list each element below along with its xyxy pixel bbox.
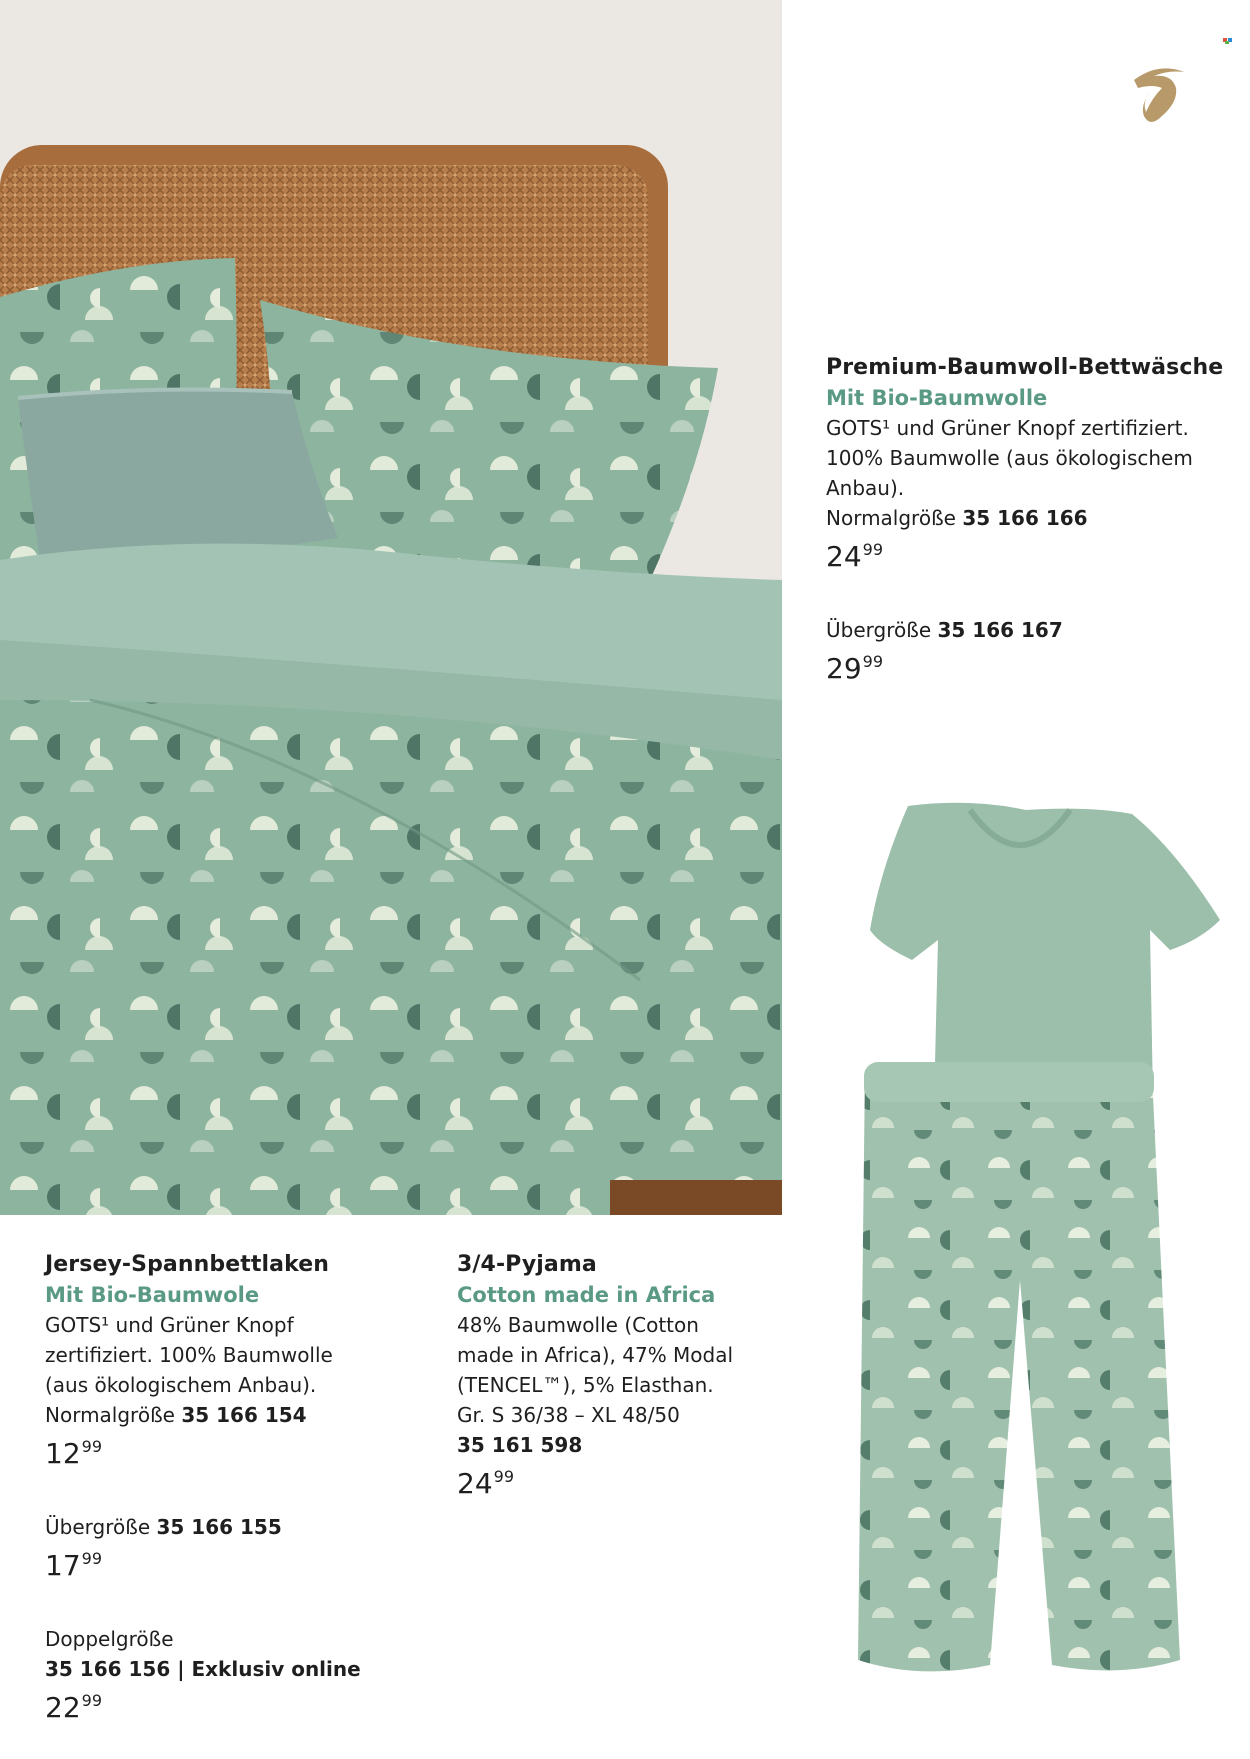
article-number: 35 166 167 — [937, 618, 1063, 642]
size-label: Normalgröße — [45, 1403, 175, 1427]
pyjama-photo — [820, 800, 1240, 1680]
spannbettlaken-info — [45, 1250, 445, 1738]
description-line: Anbau). — [826, 476, 905, 500]
product-title: 3/4-Pyjama — [457, 1252, 597, 1277]
product-title: Premium-Baumwoll-Bettwäsche — [826, 355, 1224, 380]
size-row — [826, 615, 1236, 645]
description-line: zertifiziert. 100% Baumwolle — [45, 1343, 333, 1367]
description-line: made in Africa), 47% Modal — [457, 1343, 734, 1367]
corner-mark-icon — [1223, 38, 1233, 44]
article-number: 35 166 156 | Exklusiv online — [45, 1657, 361, 1681]
product-title: Jersey-Spannbettlaken — [45, 1252, 330, 1277]
size-label: Normalgröße — [826, 506, 956, 530]
description-line: 48% Baumwolle (Cotton — [457, 1313, 699, 1337]
article-number: 35 161 598 — [457, 1433, 583, 1457]
size-row — [826, 503, 1236, 533]
size-row — [45, 1512, 445, 1542]
price: $29^{99}$ — [826, 652, 883, 685]
size-label: Doppelgröße — [45, 1627, 174, 1651]
product-description — [457, 1310, 797, 1430]
product-subtitle: Mit Bio-Baumwolle — [826, 386, 1048, 410]
description-line: (TENCEL™), 5% Elasthan. — [457, 1373, 714, 1397]
bettwaesche-info — [826, 353, 1236, 699]
description-line: Gr. S 36/38 – XL 48/50 — [457, 1403, 680, 1427]
description-line: GOTS¹ und Grüner Knopf zertifiziert. — [826, 416, 1189, 440]
description-line: GOTS¹ und Grüner Knopf — [45, 1313, 294, 1337]
price: $12^{99}$ — [45, 1437, 102, 1470]
size-label: Übergröße — [45, 1515, 151, 1539]
article-number: 35 166 154 — [181, 1403, 307, 1427]
size-row — [45, 1400, 445, 1430]
price: $22^{99}$ — [45, 1691, 102, 1724]
tchibo-logo-icon — [1128, 58, 1190, 130]
product-subtitle: Cotton made in Africa — [457, 1283, 716, 1307]
pyjama-info — [457, 1250, 797, 1514]
price: $24^{99}$ — [457, 1467, 514, 1500]
article-number: 35 166 155 — [156, 1515, 282, 1539]
description-line: 100% Baumwolle (aus ökologischem — [826, 446, 1193, 470]
bedding-photo — [0, 0, 782, 1215]
article-number: 35 166 166 — [962, 506, 1088, 530]
product-description — [45, 1310, 445, 1400]
description-line: (aus ökologischem Anbau). — [45, 1373, 317, 1397]
price: $17^{99}$ — [45, 1549, 102, 1582]
price: $24^{99}$ — [826, 540, 883, 573]
product-description — [826, 413, 1236, 503]
size-label: Übergröße — [826, 618, 932, 642]
product-subtitle: Mit Bio-Baumwole — [45, 1283, 260, 1307]
